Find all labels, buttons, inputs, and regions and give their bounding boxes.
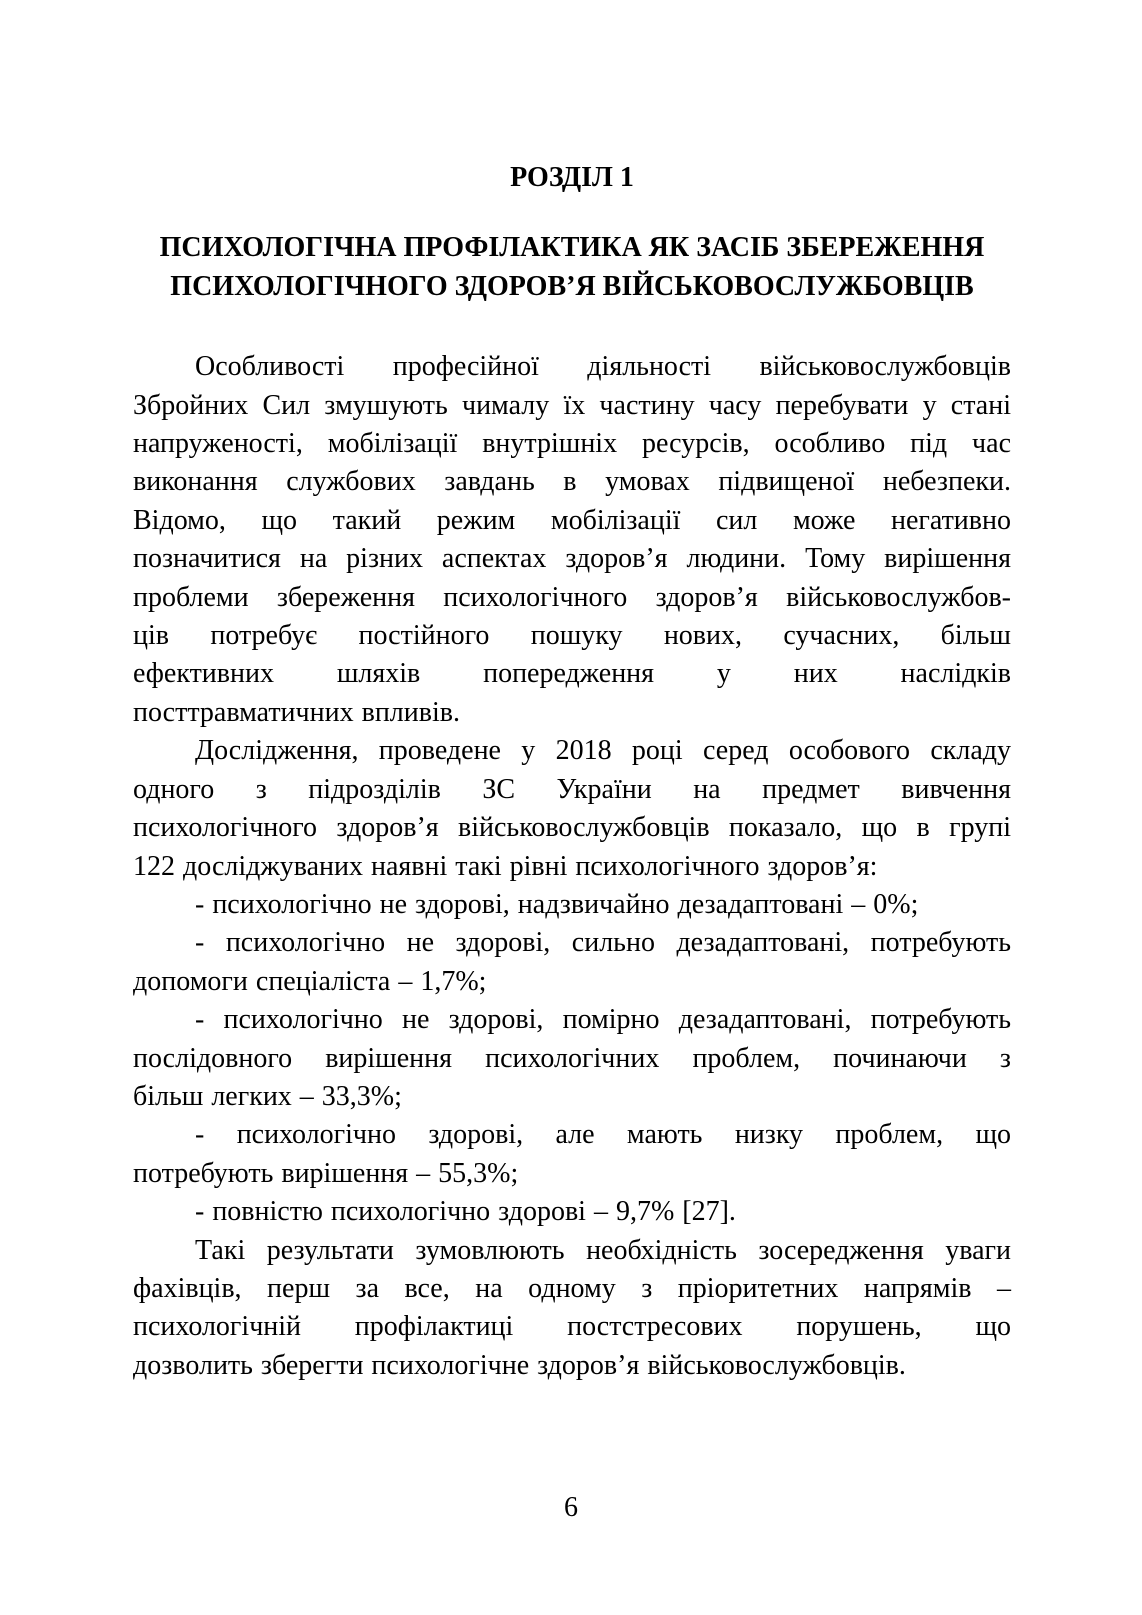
text-line: психологічного здоров’я військовослужбовців показало, що в групі [133,812,1011,844]
text-line: напруженості, мобілізації внутрішніх ресурсів, особливо під час [133,428,1011,460]
text-line: Збройних Сил змушують чималу їх частину часу перебувати у стані [133,389,1011,421]
text-line: - повністю психологічно здорові – 9,7% [27]. [195,1196,736,1228]
list-item [133,1193,1011,1231]
text-line: послідовного вирішення психологічних проблем, починаючи з [133,1042,1011,1074]
chapter-title: РОЗДІЛ 1 [510,162,634,193]
text-line: проблеми збереження психологічного здоров’я військовослужбов- [133,581,1011,613]
paragraph [133,348,1011,732]
page-number: 6 [564,1492,578,1523]
list-item [133,1116,1011,1193]
text-line: одного з підрозділів ЗС України на предмет вивчення [133,773,1011,805]
list-item [133,924,1011,1001]
list-item [133,886,1011,924]
text-line: Відомо, що такий режим мобілізації сил може негативно [133,504,1011,536]
text-line: Такі результати зумовлюють необхідність зосередження уваги [195,1234,1011,1266]
list-item [133,1001,1011,1116]
text-line: Дослідження, проведене у 2018 році серед особового складу [195,735,1011,767]
text-line: потребують вирішення – 55,3%; [133,1157,519,1189]
text-line: більш легких – 33,3%; [133,1080,402,1112]
text-line: ців потребує постійного пошуку нових, сучасних, більш [133,620,1011,652]
section-heading-line-1: ПСИХОЛОГІЧНА ПРОФІЛАКТИКА ЯК ЗАСІБ ЗБЕРЕЖЕННЯ [159,232,985,264]
text-line: позначитися на різних аспектах здоров’я людини. Тому вирішення [133,543,1011,575]
text-line: ефективних шляхів попередження у них наслідків [133,658,1011,690]
section-heading [133,229,1011,306]
section-heading-line-2: ПСИХОЛОГІЧНОГО ЗДОРОВ’Я ВІЙСЬКОВОСЛУЖБОВЦІВ [170,270,974,302]
text-body [133,348,1011,1385]
text-line: - психологічно не здорові, помірно дезадаптовані, потребують [195,1004,1011,1036]
text-line: фахівців, перш за все, на одному з пріоритетних напрямів – [133,1272,1011,1304]
paragraph [133,732,1011,886]
text-line: дозволить зберегти психологічне здоров’я військовослужбовців. [133,1349,906,1381]
text-line: виконання службових завдань в умовах підвищеної небезпеки. [133,466,1011,498]
text-line: - психологічно не здорові, сильно дезадаптовані, потребують [195,927,1011,959]
page-content [133,159,1011,1385]
text-line: 122 досліджуваних наявні такі рівні психологічного здоров’я: [133,850,878,882]
text-line: психологічній профілактиці постстресових порушень, що [133,1311,1011,1343]
text-line: посттравматичних впливів. [133,696,460,728]
paragraph [133,1232,1011,1386]
text-line: - психологічно здорові, але мають низку проблем, що [195,1119,1011,1151]
text-line: допомоги спеціаліста – 1,7%; [133,965,487,997]
text-line: Особливості професійної діяльності військовослужбовців [195,351,1011,383]
text-line: - психологічно не здорові, надзвичайно дезадаптовані – 0%; [195,888,919,920]
